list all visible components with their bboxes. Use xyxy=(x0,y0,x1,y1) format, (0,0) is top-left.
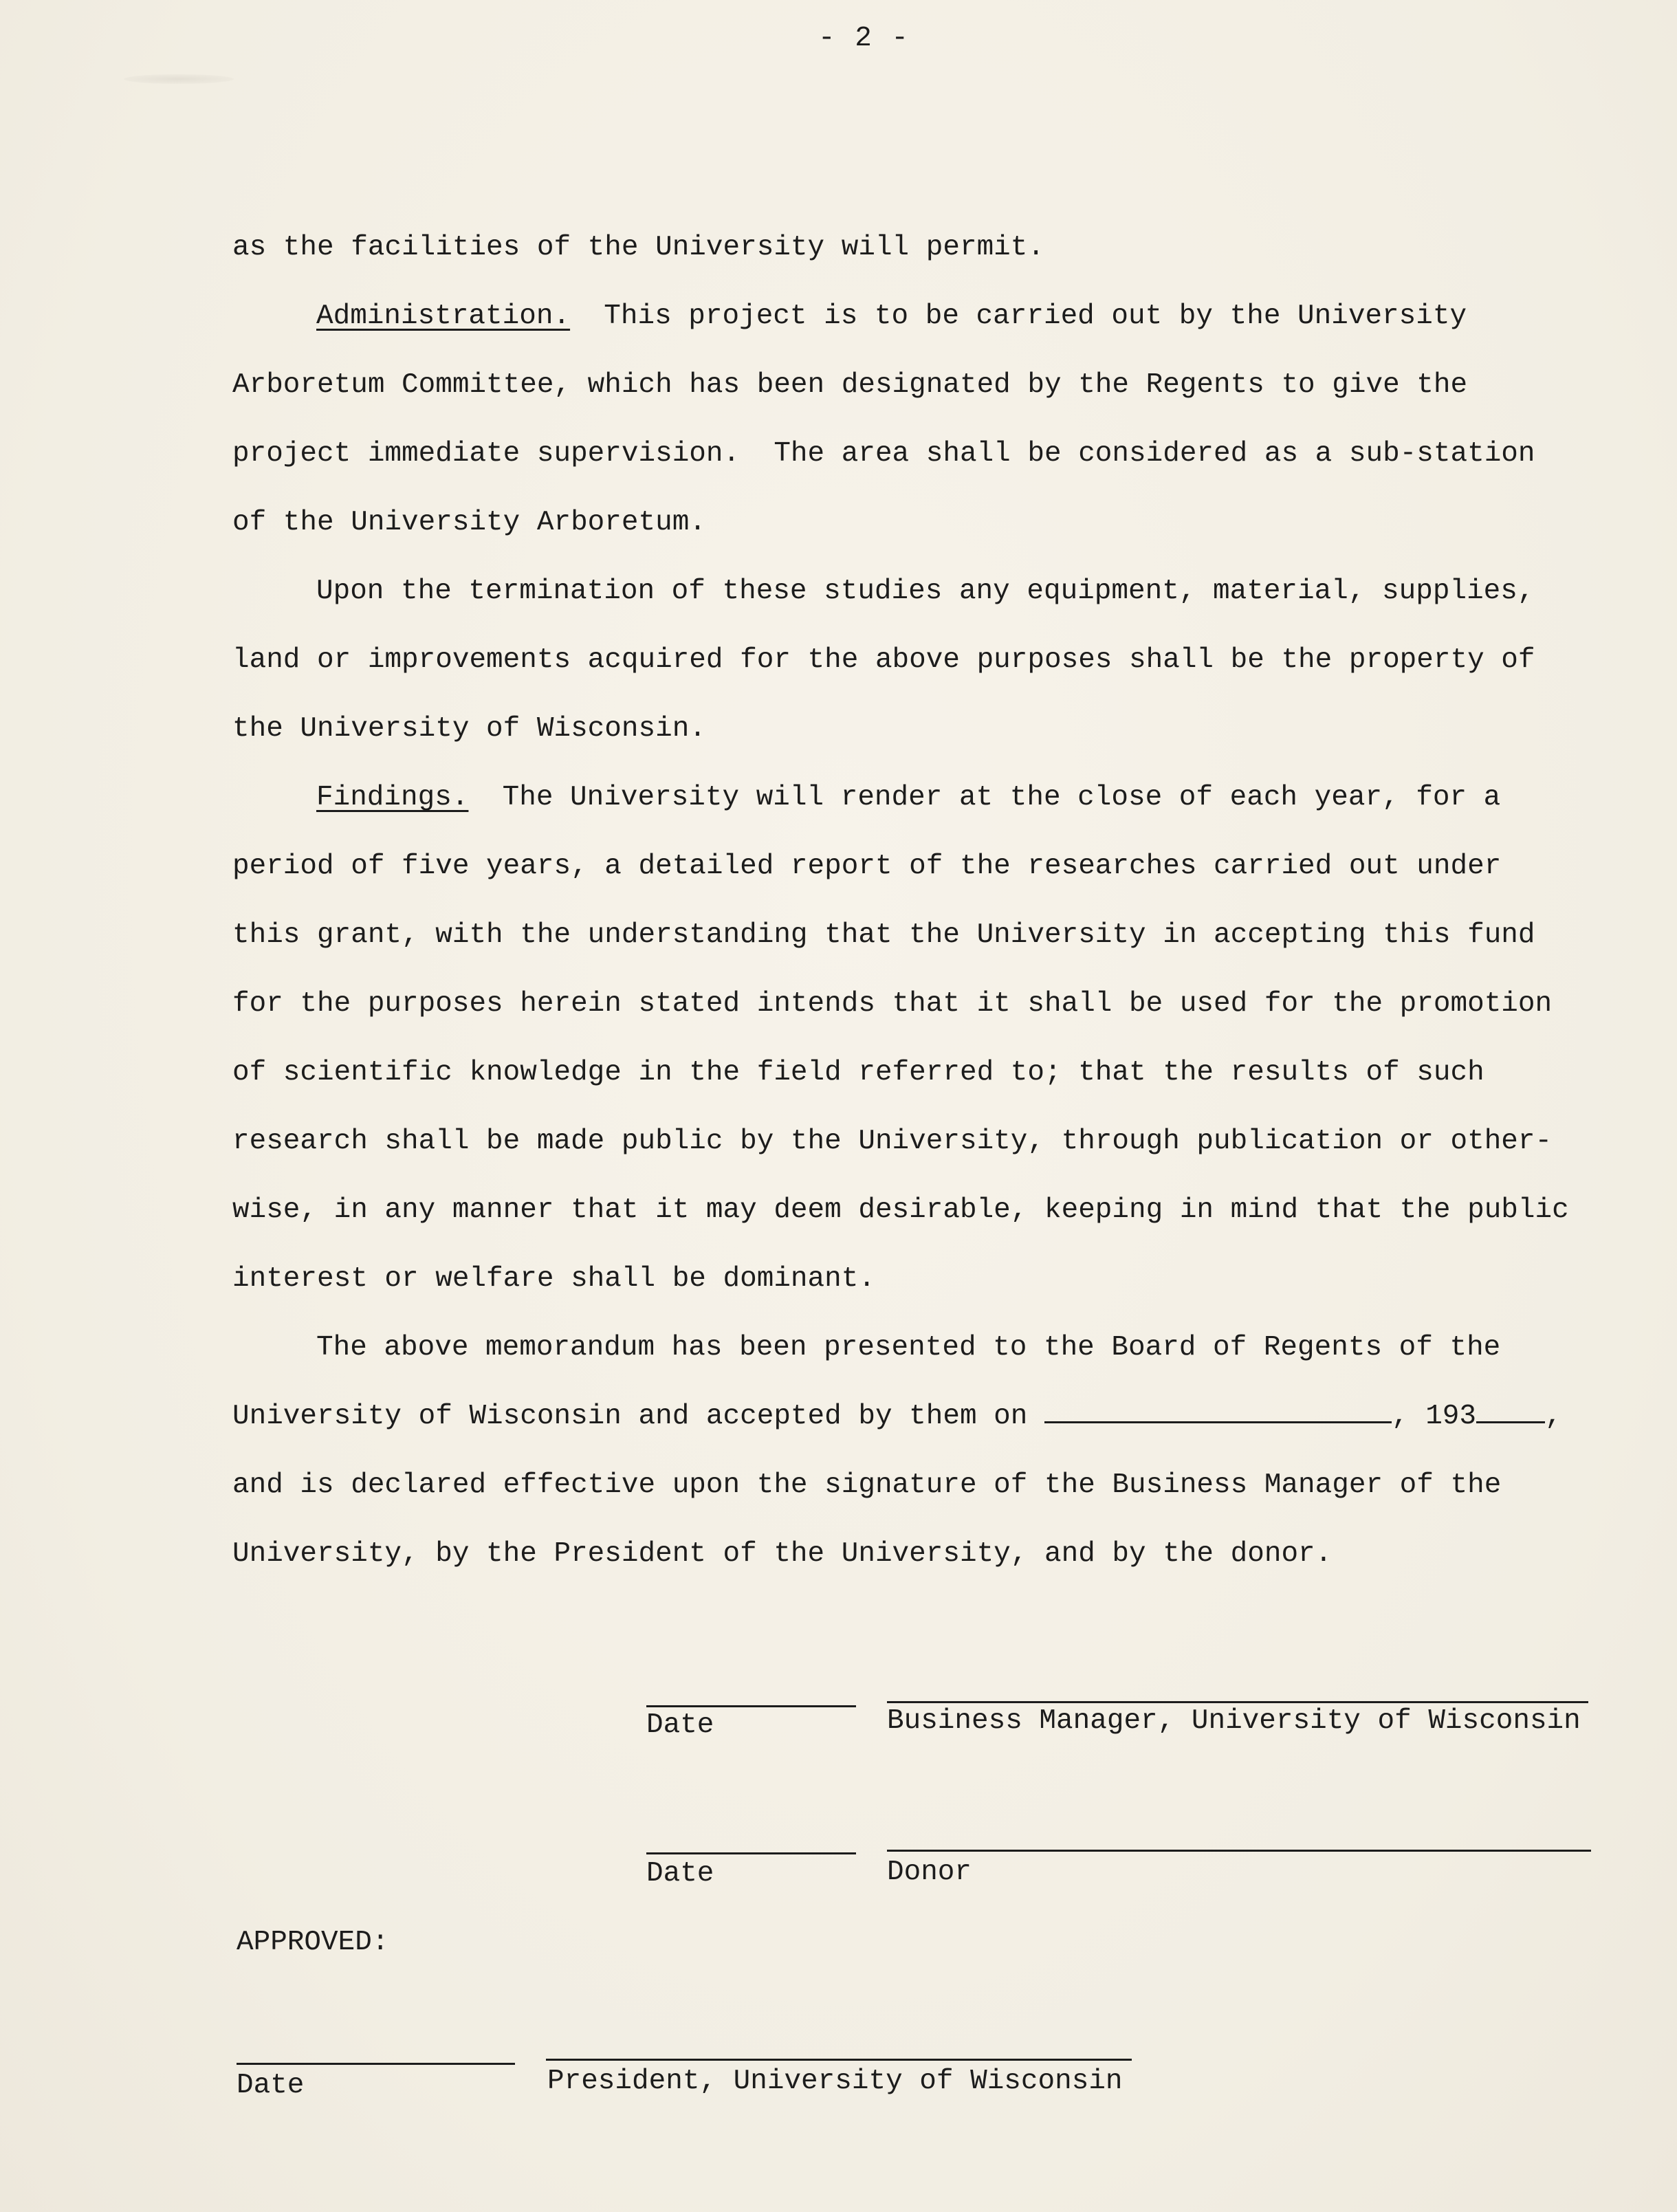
findings-paragraph-line-1 xyxy=(316,784,1500,812)
donor-label: Donor xyxy=(887,1857,972,1888)
date-label-3: Date xyxy=(237,2070,305,2101)
body-line-12: for the purposes herein stated intends that it shall be used for the promotion xyxy=(232,988,1553,1020)
paper-smudge xyxy=(124,74,234,84)
date-label-2: Date xyxy=(646,1858,714,1890)
body-line-19: and is declared effective upon the signature of the Business Manager of the xyxy=(232,1469,1502,1501)
body-line-14: research shall be made public by the University, through publication or other- xyxy=(232,1126,1553,1157)
president-label: President, University of Wisconsin xyxy=(547,2066,1123,2097)
findings-heading: Findings. xyxy=(316,782,469,813)
body-line-7: land or improvements acquired for the above purposes shall be the property of xyxy=(232,644,1535,676)
signature-line-date-2 xyxy=(646,1852,856,1854)
date-label-1: Date xyxy=(646,1709,714,1741)
body-line-6: Upon the termination of these studies any equipment, material, supplies, xyxy=(316,576,1535,607)
signature-line-date-1 xyxy=(646,1705,856,1707)
signature-line-donor xyxy=(887,1850,1591,1852)
approved-label: APPROVED: xyxy=(237,1927,389,1958)
acceptance-text: University of Wisconsin and accepted by them on xyxy=(232,1401,1044,1432)
body-line-16: interest or welfare shall be dominant. xyxy=(232,1263,875,1295)
page-number: - 2 - xyxy=(818,23,910,54)
body-line-17: The above memorandum has been presented to the Board of Regents of the xyxy=(316,1332,1501,1364)
administration-text: This project is to be carried out by the University xyxy=(570,300,1467,332)
body-line-13: of scientific knowledge in the field referred to; that the results of such xyxy=(232,1057,1484,1088)
signature-line-president xyxy=(546,2059,1132,2061)
body-line-20: University, by the President of the University, and by the donor. xyxy=(232,1538,1333,1570)
acceptance-comma: , xyxy=(1545,1401,1562,1432)
signature-line-date-3 xyxy=(237,2063,515,2065)
signature-line-business-manager xyxy=(887,1701,1588,1703)
acceptance-line xyxy=(232,1403,1562,1431)
body-line-1: as the facilities of the University will permit. xyxy=(232,232,1044,263)
acceptance-date-blank xyxy=(1044,1421,1392,1423)
business-manager-label: Business Manager, University of Wisconsin xyxy=(887,1705,1581,1737)
acceptance-year-prefix: , 193 xyxy=(1392,1401,1477,1432)
acceptance-year-blank xyxy=(1476,1421,1545,1423)
body-line-3: Arboretum Committee, which has been designated by the Regents to give the xyxy=(232,369,1468,401)
body-line-5: of the University Arboretum. xyxy=(232,507,706,538)
body-line-10: period of five years, a detailed report of the researches carried out under xyxy=(232,851,1502,882)
administration-heading: Administration. xyxy=(316,300,571,332)
body-line-8: the University of Wisconsin. xyxy=(232,713,706,745)
body-line-4: project immediate supervision. The area shall be considered as a sub-station xyxy=(232,438,1535,470)
findings-text: The University will render at the close of each year, for a xyxy=(468,782,1501,813)
administration-paragraph-line-1 xyxy=(316,300,1467,332)
body-line-11: this grant, with the understanding that the University in accepting this fund xyxy=(232,919,1535,951)
body-line-15: wise, in any manner that it may deem desirable, keeping in mind that the public xyxy=(232,1194,1569,1226)
